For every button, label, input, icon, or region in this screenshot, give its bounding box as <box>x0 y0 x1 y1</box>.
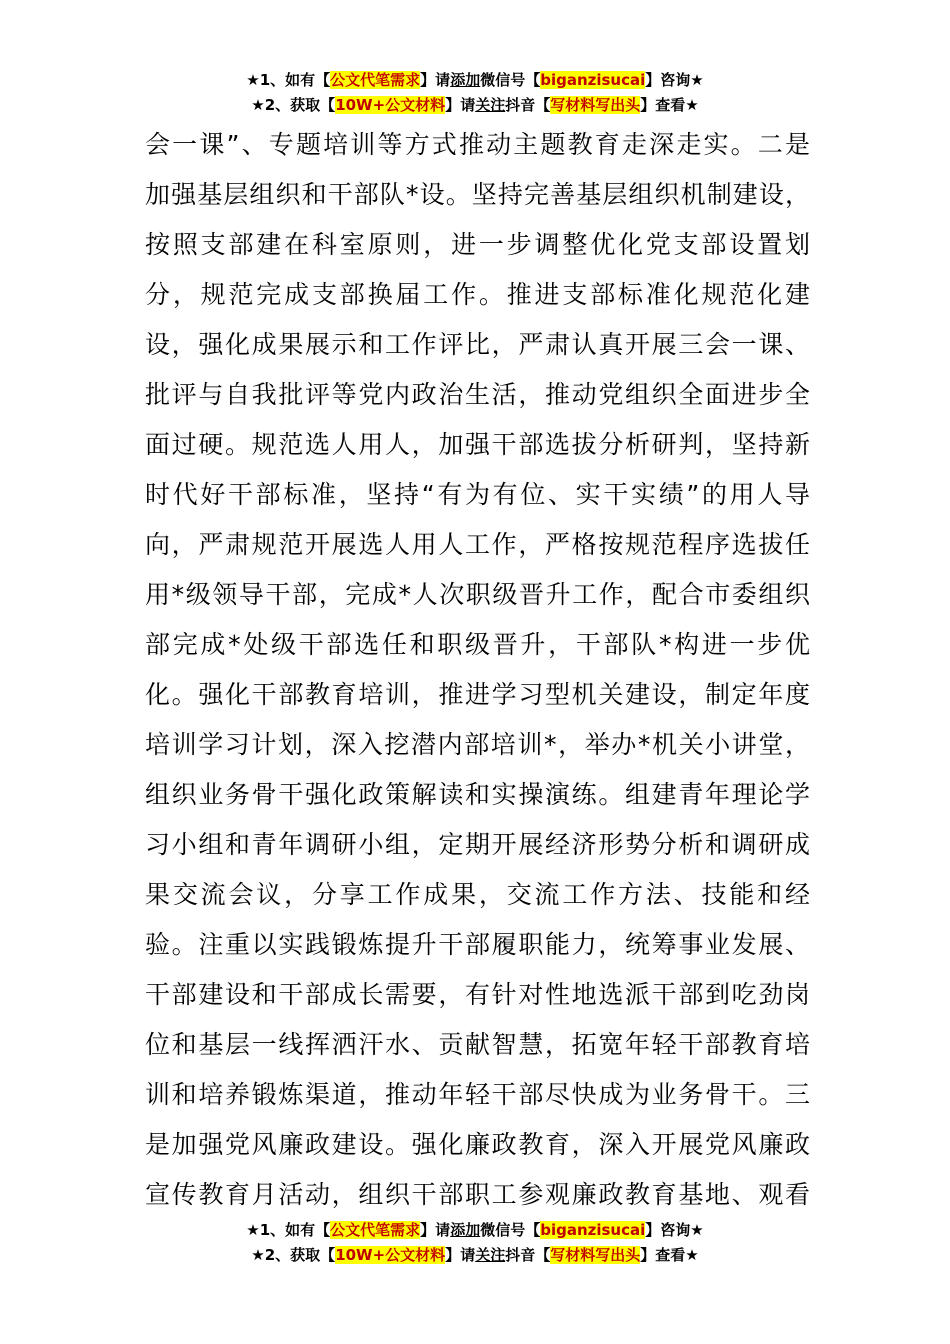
body-text-line: 按照支部建在科室原则，进一步调整优化党支部设置划 <box>145 230 810 259</box>
body-text-line: 面过硬。规范选人用人，加强干部选拔分析研判，坚持新 <box>145 430 810 459</box>
header-banner <box>0 68 950 118</box>
header-line-1-wechat-label: 微信号【 <box>480 71 541 89</box>
footer-line-1-wechat-label: 微信号【 <box>480 1221 541 1239</box>
footer-line-1 <box>0 1218 950 1243</box>
footer-highlight-service: 公文代笔需求 <box>330 1221 421 1239</box>
body-text-line: 设，强化成果展示和工作评比，严肃认真开展三会一课、 <box>145 330 810 359</box>
header-line-2-text: 】请 <box>445 96 476 114</box>
body-text-line: 位和基层一线挥洒汗水、贡献智慧，拓宽年轻干部教育培 <box>145 1030 810 1059</box>
footer-line-2 <box>0 1243 950 1268</box>
footer-douyin-account: 写材料写出头 <box>550 1246 641 1264</box>
body-text-line: 部完成*处级干部选任和职级晋升，干部队*构进一步优 <box>145 630 810 659</box>
header-line-2-prefix: ★2、获取【 <box>251 96 336 114</box>
footer-underline-follow: 关注 <box>475 1246 506 1264</box>
footer-line-1-suffix: 】咨询★ <box>645 1221 704 1239</box>
body-text-line: 组织业务骨干强化政策解读和实操演练。组建青年理论学 <box>145 780 810 809</box>
header-douyin-account: 写材料写出头 <box>550 96 641 114</box>
header-highlight-materials: 10W+公文材料 <box>335 96 446 114</box>
header-line-2-suffix: 】查看★ <box>640 96 699 114</box>
footer-line-2-text: 】请 <box>445 1246 476 1264</box>
footer-highlight-materials: 10W+公文材料 <box>335 1246 446 1264</box>
header-line-2 <box>0 93 950 118</box>
body-text-line: 向，严肃规范开展选人用人工作，严格按规范程序选拔任 <box>145 530 810 559</box>
header-line-1-prefix: ★1、如有【 <box>246 71 331 89</box>
header-highlight-service: 公文代笔需求 <box>330 71 421 89</box>
header-line-1 <box>0 68 950 93</box>
header-line-1-text: 】请 <box>420 71 451 89</box>
body-text-line: 验。注重以实践锻炼提升干部履职能力，统筹事业发展、 <box>145 930 810 959</box>
body-text-line: 习小组和青年调研小组，定期开展经济形势分析和调研成 <box>145 830 810 859</box>
body-text-line: 批评与自我批评等党内政治生活，推动党组织全面进步全 <box>145 380 810 409</box>
body-text-line: 用*级领导干部，完成*人次职级晋升工作，配合市委组织 <box>145 580 810 609</box>
document-body <box>145 120 810 1220</box>
body-text-line: 加强基层组织和干部队*设。坚持完善基层组织机制建设， <box>145 180 810 209</box>
header-line-2-douyin-label: 抖音【 <box>505 96 551 114</box>
footer-line-2-douyin-label: 抖音【 <box>505 1246 551 1264</box>
header-underline-follow: 关注 <box>475 96 506 114</box>
header-underline-add: 添加 <box>450 71 481 89</box>
body-text-line: 宣传教育月活动，组织干部职工参观廉政教育基地、观看 <box>145 1180 810 1209</box>
body-text-line: 分，规范完成支部换届工作。推进支部标准化规范化建 <box>145 280 810 309</box>
body-text-line: 培训学习计划，深入挖潜内部培训*，举办*机关小讲堂， <box>145 730 810 759</box>
body-text-line: 化。强化干部教育培训，推进学习型机关建设，制定年度 <box>145 680 810 709</box>
header-wechat-id: biganzisucai <box>540 71 646 89</box>
footer-line-1-prefix: ★1、如有【 <box>246 1221 331 1239</box>
header-line-1-suffix: 】咨询★ <box>645 71 704 89</box>
footer-line-1-text: 】请 <box>420 1221 451 1239</box>
body-text-line: 是加强党风廉政建设。强化廉政教育，深入开展党风廉政 <box>145 1130 810 1159</box>
body-text-line: 会一课”、专题培训等方式推动主题教育走深走实。二是 <box>145 130 810 159</box>
body-text-line: 果交流会议，分享工作成果，交流工作方法、技能和经 <box>145 880 810 909</box>
body-text-line: 时代好干部标准，坚持“有为有位、实干实绩”的用人导 <box>145 480 810 509</box>
footer-wechat-id: biganzisucai <box>540 1221 646 1239</box>
footer-line-2-suffix: 】查看★ <box>640 1246 699 1264</box>
footer-banner <box>0 1218 950 1268</box>
body-text-line: 训和培养锻炼渠道，推动年轻干部尽快成为业务骨干。三 <box>145 1080 810 1109</box>
body-text-line: 干部建设和干部成长需要，有针对性地选派干部到吃劲岗 <box>145 980 810 1009</box>
footer-underline-add: 添加 <box>450 1221 481 1239</box>
footer-line-2-prefix: ★2、获取【 <box>251 1246 336 1264</box>
